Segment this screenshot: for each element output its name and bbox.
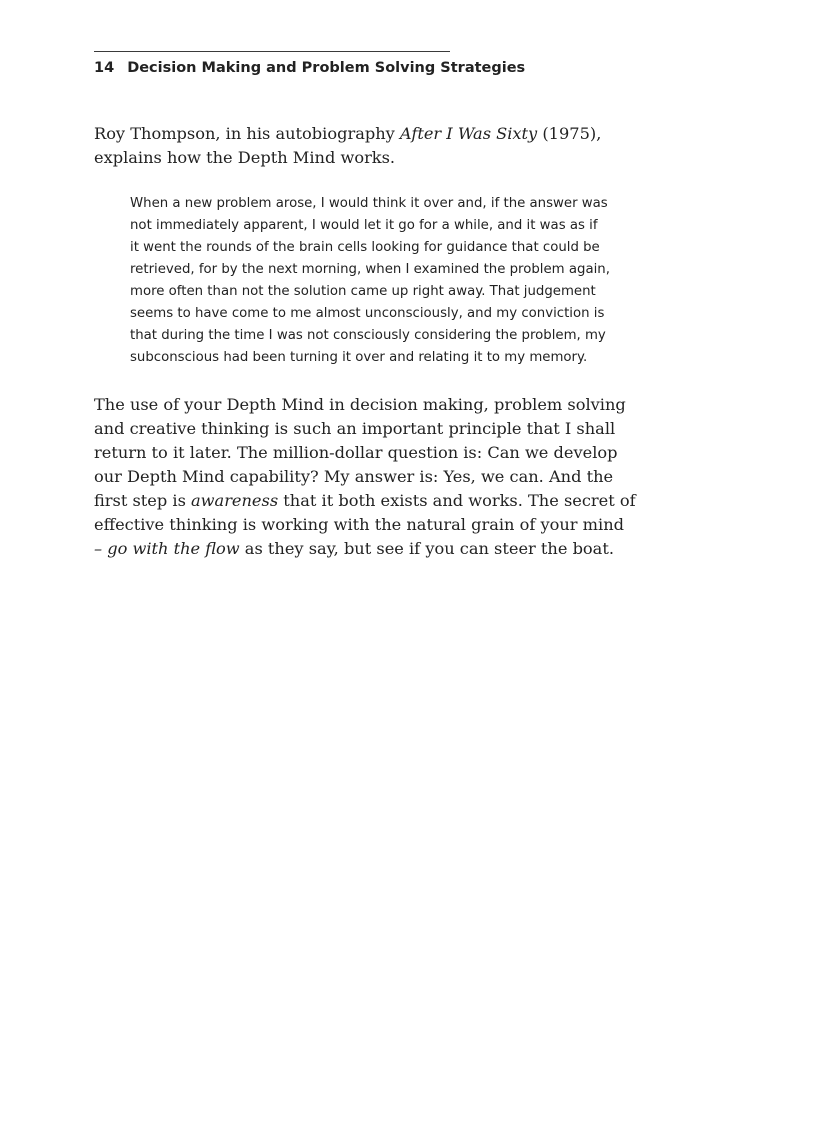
page-number: 14: [94, 60, 115, 76]
closing-text: first step is: [94, 491, 192, 510]
book-title: After I Was Sixty: [399, 124, 538, 143]
closing-line: our Depth Mind capability? My answer is: Yes, we can. And the: [94, 467, 614, 486]
intro-line-2: explains how the Depth Mind works.: [94, 148, 396, 167]
block-quote: [130, 193, 610, 369]
emphasis-awareness: awareness: [191, 491, 279, 510]
publication-year: (1975),: [537, 124, 602, 143]
quote-line: subconscious had been turning it over and relating it to my memory.: [130, 350, 588, 365]
running-title: Decision Making and Problem Solving Strategies: [127, 60, 526, 76]
intro-paragraph: [94, 122, 601, 170]
quote-line: that during the time I was not consciously considering the problem, my: [130, 328, 606, 343]
closing-line: return to it later. The million-dollar question is: Can we develop: [94, 443, 618, 462]
quote-line: retrieved, for by the next morning, when I examined the problem again,: [130, 262, 610, 277]
closing-line: [94, 489, 636, 513]
quote-line: When a new problem arose, I would think it over and, if the answer was: [130, 196, 608, 211]
closing-paragraph: [94, 393, 636, 561]
intro-text: Roy Thompson, in his autobiography: [94, 124, 400, 143]
header-rule: [94, 51, 450, 52]
closing-line: and creative thinking is such an important principle that I shall: [94, 419, 616, 438]
quote-line: seems to have come to me almost unconsciously, and my conviction is: [130, 306, 605, 321]
closing-line: [94, 537, 636, 561]
intro-line-1: [94, 122, 601, 146]
closing-line: The use of your Depth Mind in decision making, problem solving: [94, 395, 626, 414]
running-head: [94, 58, 525, 78]
quote-line: not immediately apparent, I would let it go for a while, and it was as if: [130, 218, 598, 233]
closing-text: that it both exists and works. The secret of: [278, 491, 636, 510]
emphasis-go-with-the-flow: – go with the flow: [94, 539, 240, 558]
closing-text: as they say, but see if you can steer the boat.: [239, 539, 614, 558]
quote-line: it went the rounds of the brain cells looking for guidance that could be: [130, 240, 600, 255]
quote-line: more often than not the solution came up right away. That judgement: [130, 284, 596, 299]
closing-line: effective thinking is working with the natural grain of your mind: [94, 515, 624, 534]
